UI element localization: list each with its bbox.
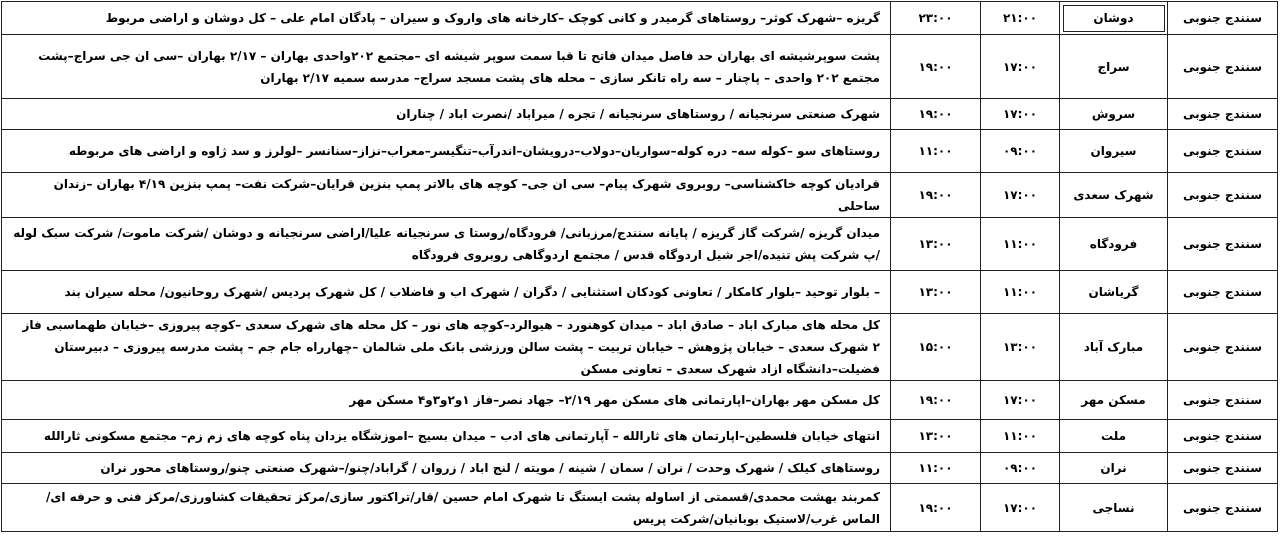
table-row bbox=[2, 218, 1278, 271]
start-time-cell: ۱۳:۰۰ bbox=[981, 314, 1060, 381]
end-time-cell: ۱۳:۰۰ bbox=[891, 271, 981, 314]
areas-cell: پشت سوپرشیشه ای بهاران حد فاصل میدان فاتح تا قبا سمت سوپر شیشه ای –مجتمع ۲۰۲واحدی بهاران – ۲/۱۷ بهاران –سی ان جی سراج–پشت مجتمع ۲۰۲ واحدی – پاچنار – سه راه تانکر سازی – محله های پشت مسجد سراج– مدرسه سمیه ۲/۱۷ بهاران bbox=[2, 35, 891, 99]
start-time-cell: ۰۹:۰۰ bbox=[981, 130, 1060, 173]
start-time-cell: ۱۱:۰۰ bbox=[981, 420, 1060, 453]
table-row bbox=[2, 484, 1278, 532]
city-cell: سنندج جنوبی bbox=[1168, 218, 1278, 271]
table-row bbox=[2, 99, 1278, 130]
areas-cell: کمربند بهشت محمدی/قسمتی از اساوله پشت ایستگ تا شهرک امام حسین /قار/تراکتور سازی/مرکز تحقیقات کشاورزی/مرکز فنی و حرفه ای/الماس غرب/لاستیک بوبانیان/شرکت پریس bbox=[2, 484, 891, 532]
areas-cell: شهرک صنعتی سرنجیانه / روستاهای سرنجیانه / تجره / میراباد /نصرت اباد / چناران bbox=[2, 99, 891, 130]
end-time-cell: ۱۹:۰۰ bbox=[891, 99, 981, 130]
table-row bbox=[2, 420, 1278, 453]
start-time-cell: ۱۷:۰۰ bbox=[981, 173, 1060, 218]
region-cell: ملت bbox=[1060, 420, 1168, 453]
end-time-cell: ۱۹:۰۰ bbox=[891, 35, 981, 99]
city-cell: سنندج جنوبی bbox=[1168, 99, 1278, 130]
table-row bbox=[2, 130, 1278, 173]
start-time-cell: ۱۱:۰۰ bbox=[981, 218, 1060, 271]
city-cell: سنندج جنوبی bbox=[1168, 420, 1278, 453]
region-cell: نساجی bbox=[1060, 484, 1168, 532]
region-cell: دوشان bbox=[1060, 2, 1168, 35]
region-cell: مبارک آباد bbox=[1060, 314, 1168, 381]
city-cell: سنندج جنوبی bbox=[1168, 381, 1278, 420]
areas-cell: کل مسکن مهر بهاران–اپارتمانی های مسکن مهر ۲/۱۹– جهاد نصر–فاز ۱و۲و۳و۴ مسکن مهر bbox=[2, 381, 891, 420]
city-cell: سنندج جنوبی bbox=[1168, 130, 1278, 173]
end-time-cell: ۲۳:۰۰ bbox=[891, 2, 981, 35]
table-row bbox=[2, 453, 1278, 484]
end-time-cell: ۱۱:۰۰ bbox=[891, 453, 981, 484]
start-time-cell: ۱۷:۰۰ bbox=[981, 484, 1060, 532]
areas-cell: روستاهای کیلک / شهرک وحدت / نران / سمان / شینه / مویته / لنج اباد / زروان / گراباد/چنو/–شهرک صنعتی چنو/روستاهای محور نران bbox=[2, 453, 891, 484]
start-time-cell: ۲۱:۰۰ bbox=[981, 2, 1060, 35]
areas-cell: میدان گریزه /شرکت گاز گریزه / پایانه سنندج/مرزبانی/ فرودگاه/روستا ی سرنجیانه علیا/اراضی سرنجیانه و دوشان /شرکت ماموت/ شرکت سبک لوله /پ شرکت پش تنیده/اجر شیل اردوگاه قدس / مجتمع اردوگاهی روبروی فرودگاه bbox=[2, 218, 891, 271]
table-row bbox=[2, 381, 1278, 420]
start-time-cell: ۱۷:۰۰ bbox=[981, 35, 1060, 99]
region-cell: نران bbox=[1060, 453, 1168, 484]
start-time-cell: ۱۱:۰۰ bbox=[981, 271, 1060, 314]
city-cell: سنندج جنوبی bbox=[1168, 484, 1278, 532]
table-row bbox=[2, 35, 1278, 99]
end-time-cell: ۱۵:۰۰ bbox=[891, 314, 981, 381]
start-time-cell: ۱۷:۰۰ bbox=[981, 99, 1060, 130]
end-time-cell: ۱۹:۰۰ bbox=[891, 381, 981, 420]
outage-schedule-table bbox=[1, 1, 1278, 532]
table-row bbox=[2, 271, 1278, 314]
city-cell: سنندج جنوبی bbox=[1168, 2, 1278, 35]
table-row bbox=[2, 2, 1278, 35]
areas-cell: قرادیان کوچه خاکشناسی– روبروی شهرک پیام– سی ان جی– کوچه های بالاتر پمپ بنزین قرایان–شرکت نفت– پمپ بنزین ۴/۱۹ بهاران –زندان ساحلی bbox=[2, 173, 891, 218]
region-cell: سروش bbox=[1060, 99, 1168, 130]
end-time-cell: ۱۳:۰۰ bbox=[891, 218, 981, 271]
outage-schedule-sheet bbox=[1, 1, 1278, 538]
areas-cell: انتهای خیابان فلسطین–اپارتمان های ثارالله – آپارتمانی های ادب – میدان بسیج –اموزشگاه یزدان پناه کوچه های زم زم– مجتمع مسکونی ثارالله bbox=[2, 420, 891, 453]
region-cell: سیروان bbox=[1060, 130, 1168, 173]
region-cell: شهرک سعدی bbox=[1060, 173, 1168, 218]
region-cell: مسکن مهر bbox=[1060, 381, 1168, 420]
city-cell: سنندج جنوبی bbox=[1168, 173, 1278, 218]
end-time-cell: ۱۹:۰۰ bbox=[891, 484, 981, 532]
region-cell: سراج bbox=[1060, 35, 1168, 99]
region-cell: گریاشان bbox=[1060, 271, 1168, 314]
city-cell: سنندج جنوبی bbox=[1168, 314, 1278, 381]
table-row bbox=[2, 314, 1278, 381]
end-time-cell: ۱۱:۰۰ bbox=[891, 130, 981, 173]
region-cell: فرودگاه bbox=[1060, 218, 1168, 271]
start-time-cell: ۱۷:۰۰ bbox=[981, 381, 1060, 420]
areas-cell: روستاهای سو –کوله سه– دره کوله–سواریان–دولاب–درویشان–اندرآب–تنگیسر–معراب–نزاز–سنانسر –لولرز و سد ژاوه و اراضی های مربوطه bbox=[2, 130, 891, 173]
city-cell: سنندج جنوبی bbox=[1168, 453, 1278, 484]
table-row bbox=[2, 173, 1278, 218]
city-cell: سنندج جنوبی bbox=[1168, 35, 1278, 99]
city-cell: سنندج جنوبی bbox=[1168, 271, 1278, 314]
start-time-cell: ۰۹:۰۰ bbox=[981, 453, 1060, 484]
end-time-cell: ۱۳:۰۰ bbox=[891, 420, 981, 453]
areas-cell: گریزه –شهرک کوثر– روستاهای گرمیدر و کانی کوچک –کارخانه های واروک و سیران – پادگان امام علی – کل دوشان و اراضی مربوط bbox=[2, 2, 891, 35]
areas-cell: کل محله های مبارک اباد – صادق اباد – میدان کوهنورد – هیوالرد–کوچه های نور – کل محله های شهرک سعدی –کوچه پیروزی –خیابان طهماسبی فاز ۲ شهرک سعدی – خیابان پژوهش – خیابان تربیت – پشت سالن ورزشی بانک ملی شالمان –چهارراه جام جم – پشت مدرسه پیروزی – دبیرستان فضیلت–دانشگاه ازاد شهرک سعدی – تعاونی مسکن bbox=[2, 314, 891, 381]
areas-cell: – بلوار توحید –بلوار کامکار / تعاونی کودکان استثنایی / دگران / شهرک اب و فاضلاب / کل شهرک پردیس /شهرک روحانیون/ محله سیران بند bbox=[2, 271, 891, 314]
end-time-cell: ۱۹:۰۰ bbox=[891, 173, 981, 218]
